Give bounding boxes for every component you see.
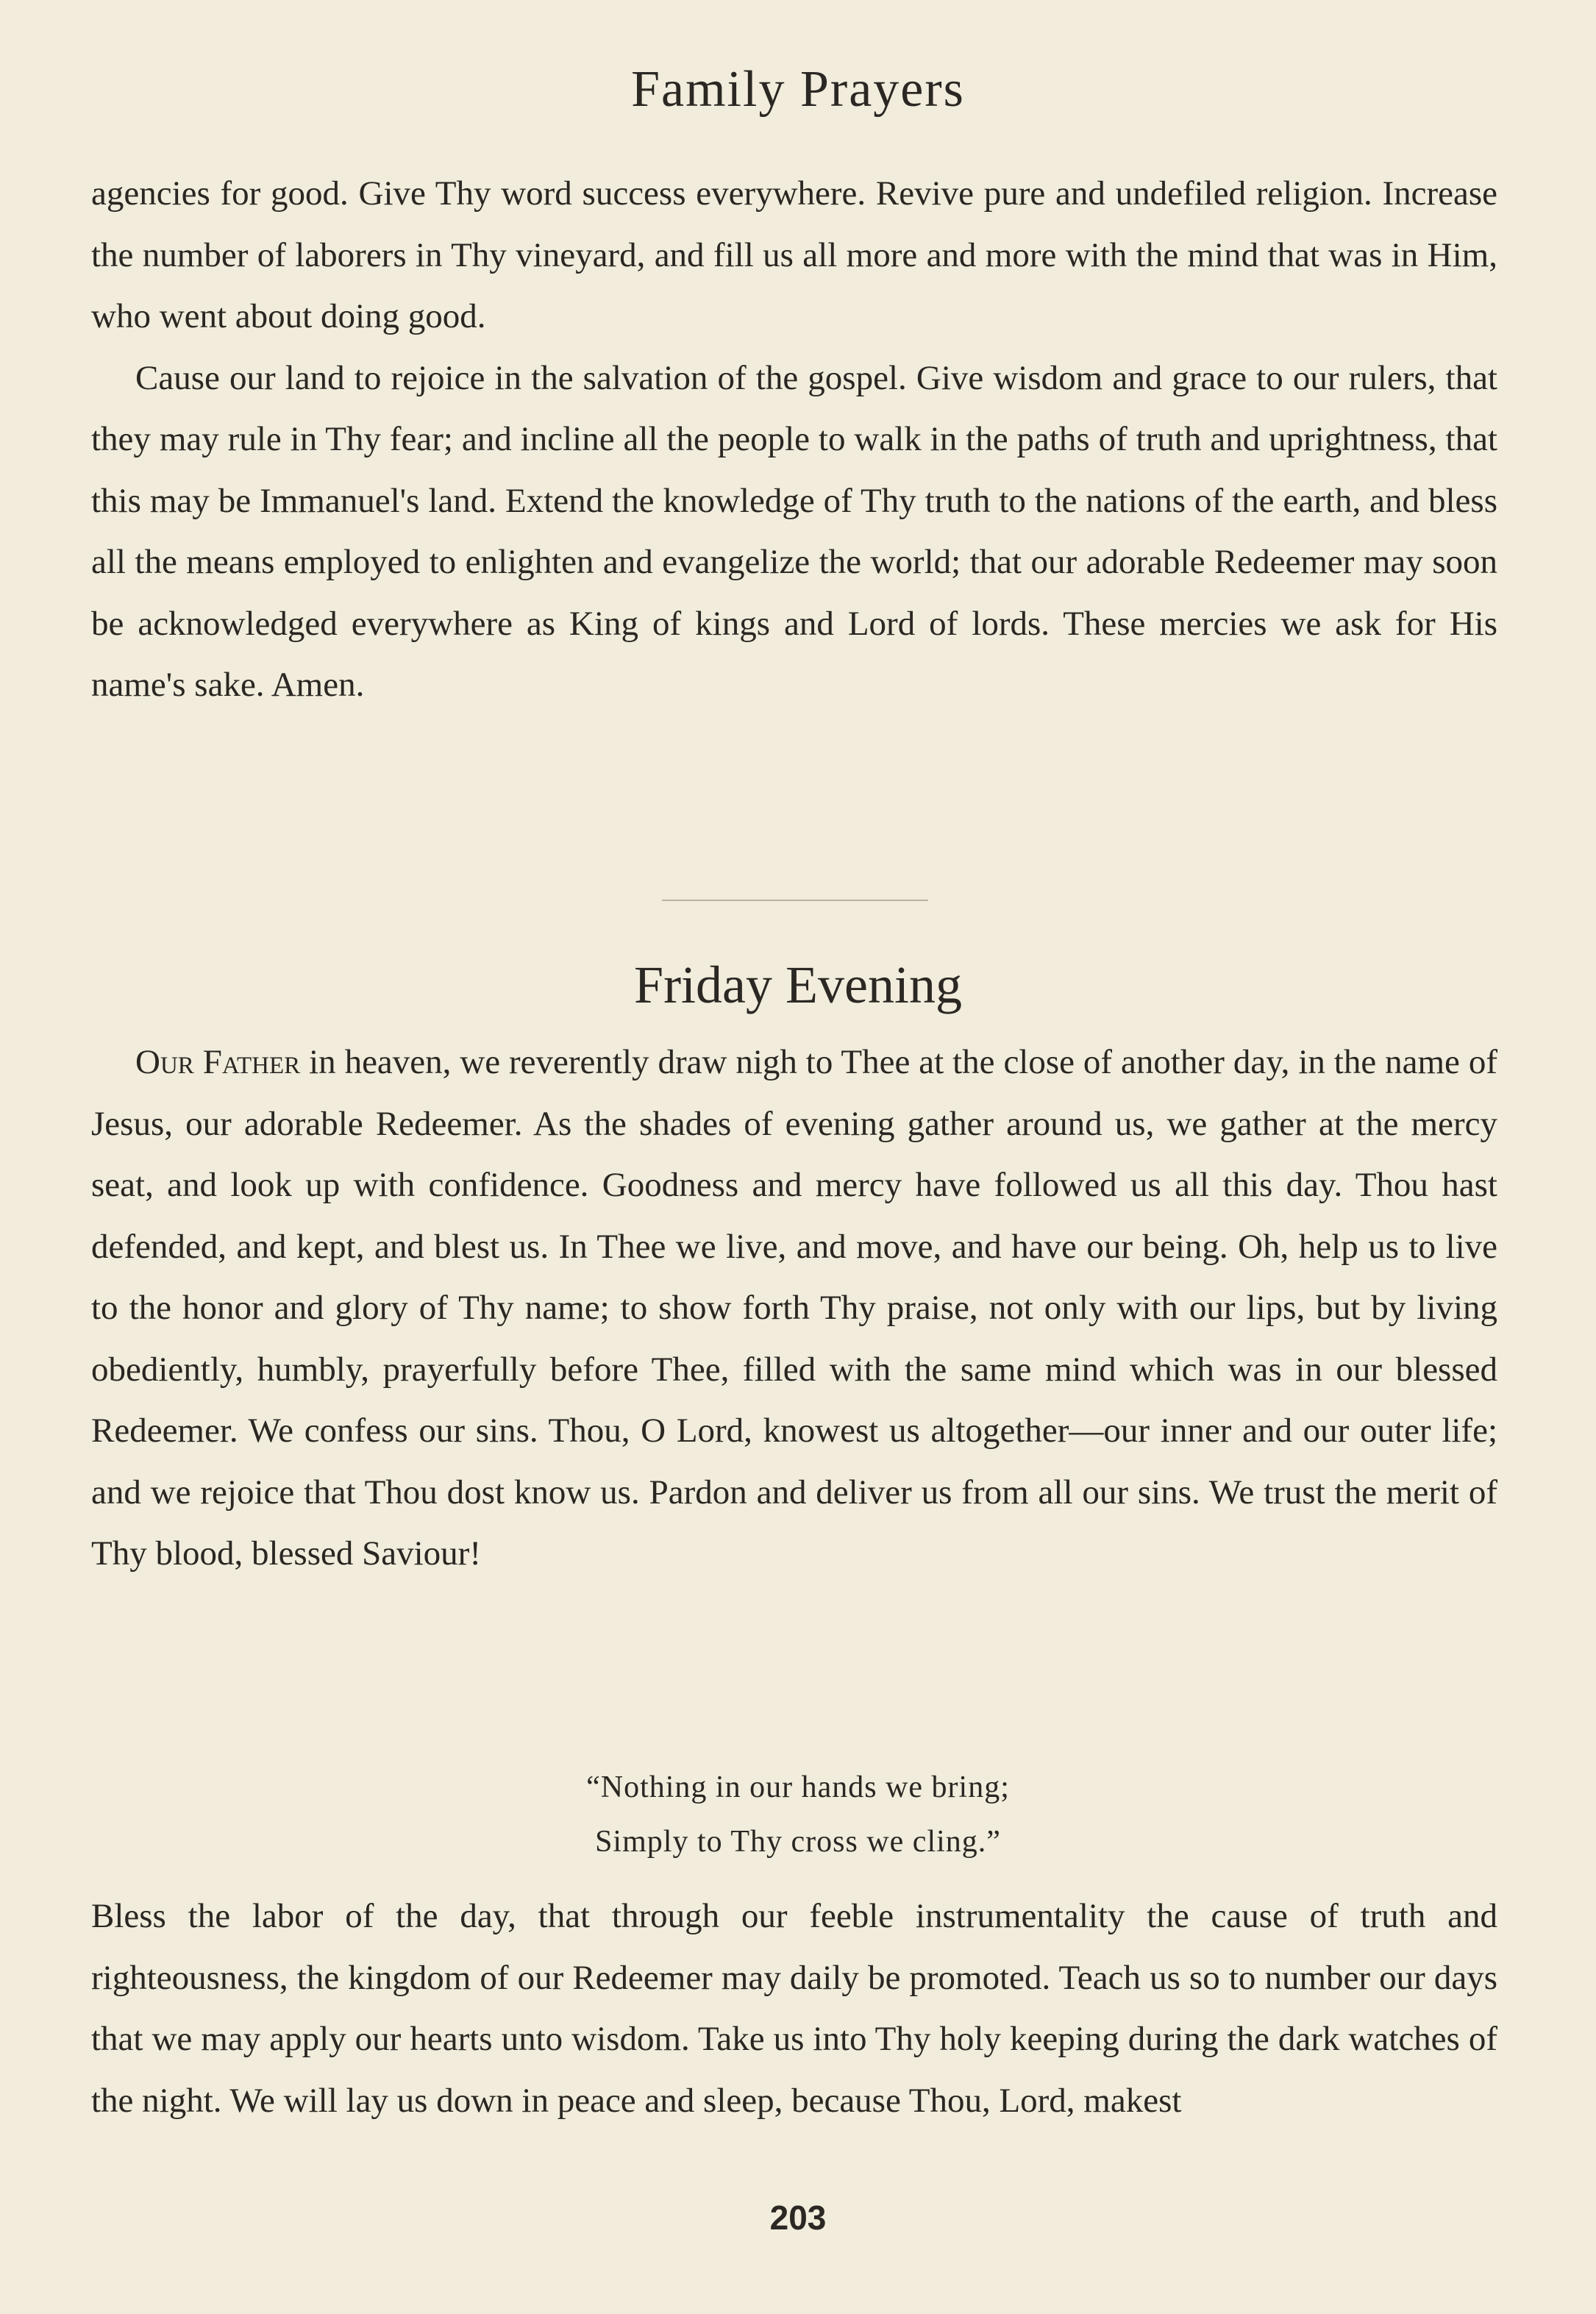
verse-line: “Nothing in our hands we bring; [586,1770,1010,1804]
section-heading: Friday Evening [634,955,962,1014]
verse-line: Simply to Thy cross we cling.” [595,1825,1001,1859]
paragraph-continued: agencies for good. Give Thy word success everywhere. Revive pure and undefiled religion. Increase the number of laborers in Thy vineyard, and fill us all more and more with the mind that was in Him, who went about doing good. [91,174,1497,335]
continuation-paragraph: Bless the labor of the day, that through our feeble instrumentality the cause of truth and righteousness, the kingdom of our Redeemer may daily be promoted. Teach us so to number our days that we may apply our hearts unto wisdom. Take us into Thy holy keeping during the dark watches of the night. We will lay us down in peace and sleep, because Thou, Lord, makest [91,1897,1497,2120]
paragraph-land: Cause our land to rejoice in the salvation of the gospel. Give wisdom and grace to our rulers, that they may rule in Thy fear; and incline all the people to walk in the paths of truth and uprightness, that this may be Immanuel's land. Extend the knowledge of Thy truth to the nations of the earth, and bless all the means employed to enlighten and evangelize the world; that our adorable Redeemer may soon be acknowledged everywhere as King of kings and Lord of lords. These mercies we ask for His name's sake. Amen. [91,358,1497,704]
friday-evening-prayer [91,1032,1497,1585]
top-section [91,163,1497,716]
page-number: 203 [769,2199,827,2237]
section-divider [662,900,928,901]
running-head: Family Prayers [631,61,965,118]
opening-smallcaps: Our Father [135,1043,301,1081]
hymn-quotation [0,1760,1596,1869]
prayer-text: in heaven, we reverently draw nigh to Thee at the close of another day, in the name of Jesus, our adorable Redeemer. As the shades of evening gather around us, we gather at the mercy seat, and look up with confidence. Goodness and mercy have followed us all this day. Thou hast defended, and kept, and blest us. In Thee we live, and move, and have our being. Oh, help us to live to the honor and glory of Thy name; to show forth Thy praise, not only with our lips, but by living obediently, humbly, prayerfully before Thee, filled with the same mind which was in our blessed Redeemer. We confess our sins. Thou, O Lord, knowest us altogether—our inner and our outer life; and we rejoice that Thou dost know us. Pardon and deliver us from all our sins. We trust the merit of Thy blood, blessed Saviour! [91,1043,1497,1573]
prayer-paragraph [91,1032,1497,1585]
continuation-block [91,1886,1497,2132]
